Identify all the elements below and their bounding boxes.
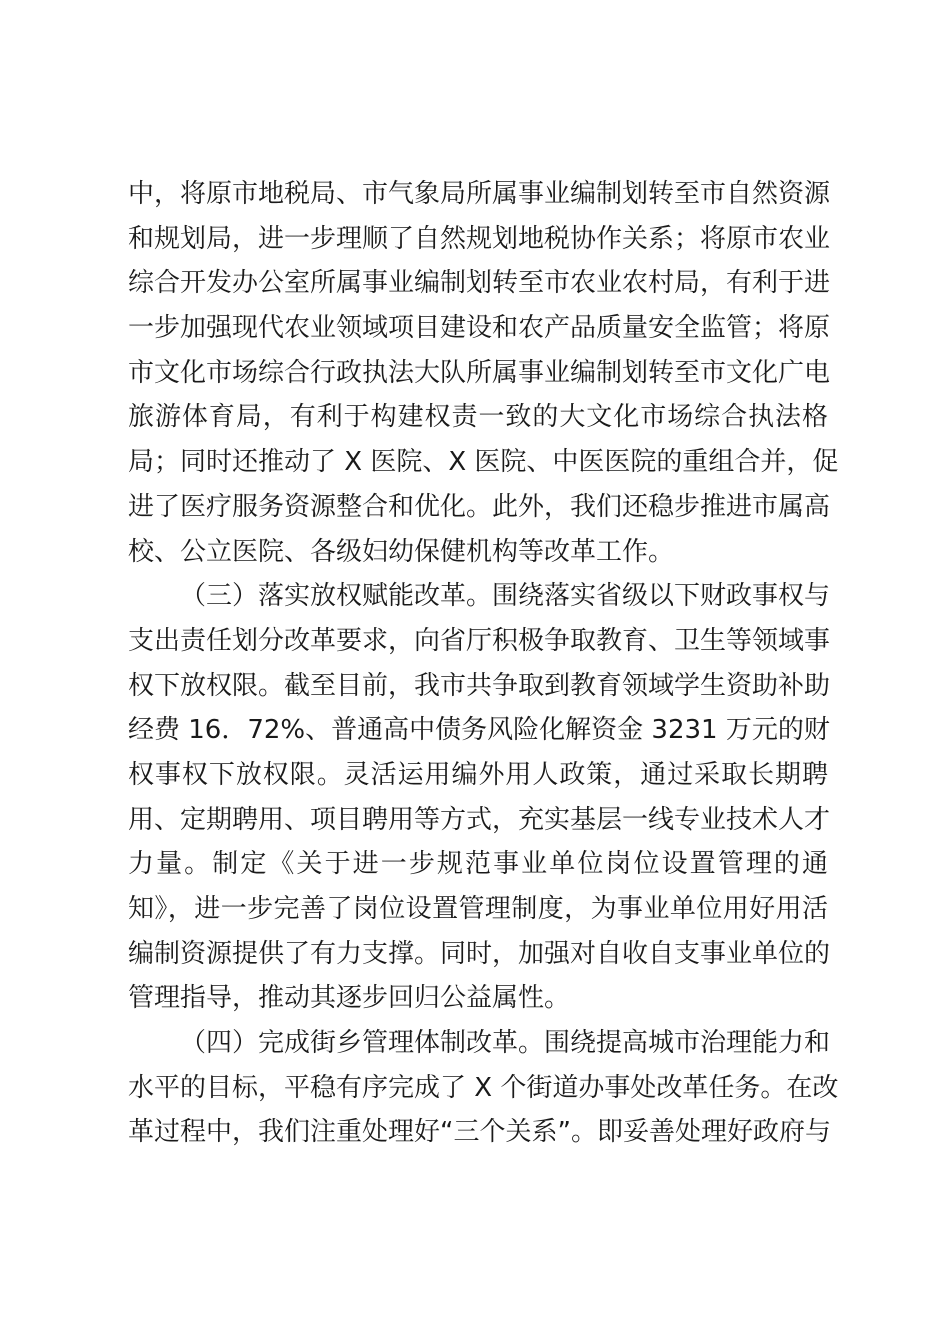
text-line: 和规划局，进一步理顺了自然规划地税协作关系；将原市农业 [128, 223, 831, 254]
text-line: 局；同时还推动了 X 医院、X 医院、中医医院的重组合并，促 [128, 447, 839, 478]
text-line: 支出责任划分改革要求，向省厅积极争取教育、卫生等领域事 [128, 625, 831, 656]
text-line: 中，将原市地税局、市气象局所属事业编制划转至市自然资源 [128, 179, 831, 209]
text-line: 一步加强现代农业领域项目建设和农产品质量安全监管；将原 [128, 313, 831, 344]
section-heading-line: （四）完成街乡管理体制改革。围绕提高城市治理能力和 [180, 1028, 831, 1059]
text-line: 权下放权限。截至目前，我市共争取到教育领域学生资助补助 [128, 670, 831, 701]
text-line: 编制资源提供了有力支撑。同时，加强对自收自支事业单位的 [128, 938, 831, 969]
text-line: 市文化市场综合行政执法大队所属事业编制划转至市文化广电 [128, 357, 831, 388]
text-line: 用、定期聘用、项目聘用等方式，充实基层一线专业技术人才 [128, 804, 831, 835]
text-line: 革过程中，我们注重处理好“三个关系”。即妥善处理好政府与 [128, 1117, 831, 1148]
paragraph-end-line: 校、公立医院、各级妇幼保健机构等改革工作。 [128, 536, 675, 567]
body-text [128, 172, 839, 1155]
text-line: 进了医疗服务资源整合和优化。此外，我们还稳步推进市属高 [128, 491, 831, 522]
text-line: 知》，进一步完善了岗位设置管理制度，为事业单位用好用活 [128, 894, 828, 924]
section-heading-line: （三）落实放权赋能改革。围绕落实省级以下财政事权与 [180, 581, 831, 612]
text-line: 综合开发办公室所属事业编制划转至市农业农村局，有利于进 [128, 268, 831, 299]
text-line: 权事权下放权限。灵活运用编外用人政策，通过采取长期聘 [128, 759, 828, 790]
text-line: 经费 16．72%、普通高中债务风险化解资金 3231 万元的财 [128, 715, 830, 746]
text-line: 力量。制定《关于进一步规范事业单位岗位设置管理的通 [128, 849, 828, 880]
paragraph-end-line: 管理指导，推动其逐步回归公益属性。 [128, 983, 571, 1014]
text-line: 水平的目标，平稳有序完成了 X 个街道办事处改革任务。在改 [128, 1072, 839, 1103]
text-line: 旅游体育局，有利于构建权责一致的大文化市场综合执法格 [128, 402, 828, 433]
